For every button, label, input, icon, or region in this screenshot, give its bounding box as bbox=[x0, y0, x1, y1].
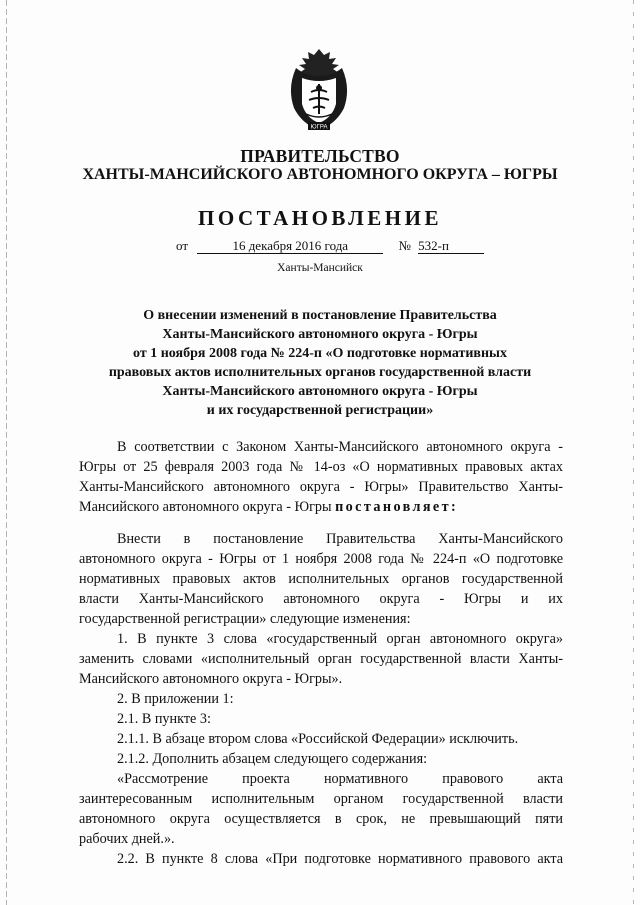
item-2-1-2: 2.1.2. Дополнить абзацем следующего содержания: bbox=[117, 751, 428, 767]
amendment-body bbox=[79, 529, 563, 869]
city-name: Ханты-Мансийск bbox=[277, 262, 363, 274]
document-number: 532-п bbox=[418, 239, 484, 254]
text-line: государственной регистрации» следующие изменения: bbox=[79, 611, 411, 627]
text-line: 1. В пункте 3 слова «государственный орган автономного округа» bbox=[117, 631, 563, 647]
decree-word: постановляет: bbox=[335, 499, 459, 515]
heading-line: от 1 ноября 2008 года № 224-п «О подготовке нормативных bbox=[133, 346, 507, 361]
scan-edge-right bbox=[633, 0, 634, 905]
item-2-1: 2.1. В пункте 3: bbox=[117, 711, 211, 727]
text-line: Мансийского автономного округа - Югры». bbox=[79, 671, 343, 687]
heading-line: Ханты-Мансийского автономного округа - Югры bbox=[162, 384, 478, 399]
text-line: власти Ханты-Мансийского автономного округа - Югры и их bbox=[79, 591, 563, 607]
item-2: 2. В приложении 1: bbox=[117, 691, 234, 707]
text-line: автономного округа - Югры от 1 ноября 2008 года № 224-п «О подготовке bbox=[79, 551, 563, 567]
text-line: нормативных правовых актов исполнительных органов государственной bbox=[79, 571, 563, 587]
date-prefix: от bbox=[176, 238, 189, 253]
text-line: Внести в постановление Правительства Ханты-Мансийского bbox=[117, 531, 563, 547]
text-line: Ханты-Мансийского автономного округа - Югры» Правительство Ханты- bbox=[79, 479, 563, 495]
text-line bbox=[79, 497, 563, 517]
item-2-2: 2.2. В пункте 8 слова «При подготовке нормативного правового акта bbox=[117, 851, 563, 867]
document-type: ПОСТАНОВЛЕНИЕ bbox=[198, 206, 442, 230]
quote-line: «Рассмотрение проекта нормативного правового акта bbox=[117, 771, 563, 787]
quote-line: рабочих дней.». bbox=[79, 831, 175, 847]
heading-line: и их государственной регистрации» bbox=[206, 403, 434, 418]
quote-line: заинтересованным исполнительным органом государственной власти bbox=[79, 791, 563, 807]
government-title: ПРАВИТЕЛЬСТВО bbox=[240, 146, 400, 166]
quote-line: автономного округа осуществляется в срок, не превышающий пяти bbox=[79, 811, 563, 827]
item-2-1-1: 2.1.1. В абзаце втором слова «Российской Федерации» исключить. bbox=[117, 731, 519, 747]
document-date: 16 декабря 2016 года bbox=[197, 239, 383, 254]
emblem-label: ЮГРА bbox=[310, 124, 328, 131]
text-line: В соответствии с Законом Ханты-Мансийского автономного округа - bbox=[117, 439, 563, 455]
date-number-line bbox=[176, 238, 484, 254]
heading-line: Ханты-Мансийского автономного округа - Югры bbox=[162, 327, 478, 342]
text-line: заменить словами «исполнительный орган государственной власти Ханты- bbox=[79, 651, 563, 667]
scan-edge-left bbox=[6, 0, 7, 905]
coat-of-arms-icon bbox=[284, 48, 354, 132]
heading-line: правовых актов исполнительных органов государственной власти bbox=[108, 365, 532, 380]
preamble-last-line: Мансийского автономного округа - Югры bbox=[79, 499, 332, 515]
number-prefix: № bbox=[398, 238, 411, 253]
region-title: ХАНТЫ-МАНСИЙСКОГО АВТОНОМНОГО ОКРУГА – ЮГРЫ bbox=[82, 166, 558, 183]
text-line: Югры от 25 февраля 2003 года № 14-оз «О нормативных правовых актах bbox=[79, 459, 563, 475]
heading-line: О внесении изменений в постановление Правительства bbox=[143, 308, 497, 323]
document-heading bbox=[80, 306, 560, 420]
preamble-paragraph bbox=[79, 437, 563, 517]
